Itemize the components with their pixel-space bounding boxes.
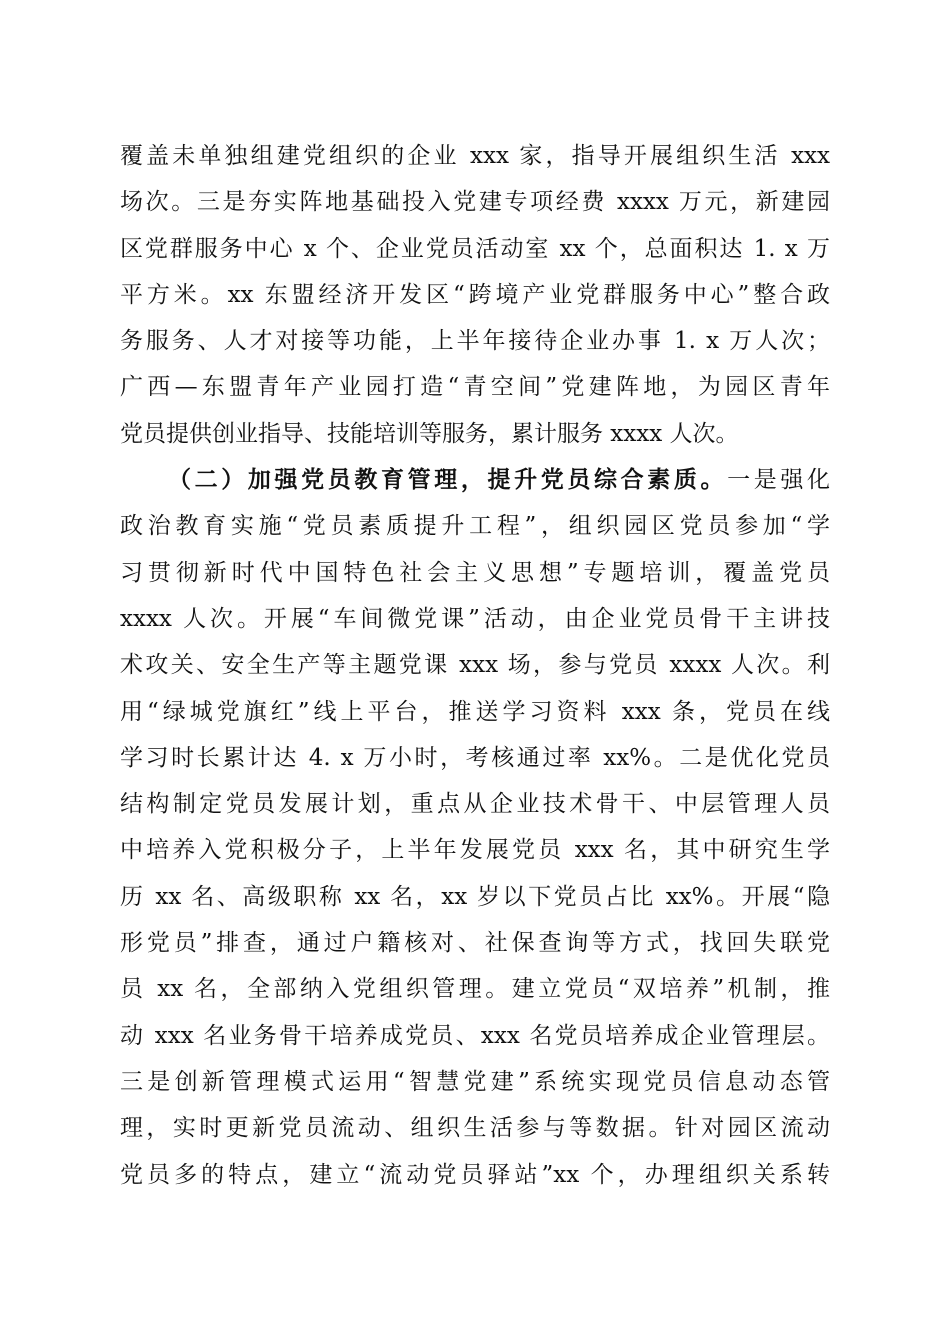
text-line: 历 xx 名、高级职称 xx 名，xx 岁以下党员占比 xx%。开展“隐 — [120, 883, 830, 910]
text-line: 动 xxx 名业务骨干培养成党员、xxx 名党员培养成企业管理层。 — [120, 1022, 830, 1049]
text-line: 覆盖未单独组建党组织的企业 xxx 家，指导开展组织生活 xxx — [120, 143, 830, 169]
body-text — [120, 133, 830, 1198]
text-line: 形党员”排查，通过户籍核对、社保查询等方式，找回失联党 — [120, 930, 830, 957]
text-line: 学习时长累计达 4. x 万小时，考核通过率 xx%。二是优化党员 — [120, 744, 830, 771]
paragraph-first-line — [120, 457, 830, 503]
text-line: 平方米。xx 东盟经济开发区“跨境产业党群服务中心”整合政 — [120, 281, 830, 308]
text-line: 理，实时更新党员流动、组织生活参与等数据。针对园区流动 — [120, 1115, 830, 1142]
text-line: 政治教育实施“党员素质提升工程”，组织园区党员参加“学 — [120, 513, 830, 540]
text-line: 结构制定党员发展计划，重点从企业技术骨干、中层管理人员 — [120, 791, 830, 818]
text-line: 务服务、人才对接等功能，上半年接待企业办事 1. x 万人次； — [120, 328, 830, 355]
text-line: 广西—东盟青年产业园打造“青空间”党建阵地，为园区青年 — [120, 374, 830, 401]
text-line: 习贯彻新时代中国特色社会主义思想”专题培训，覆盖党员 — [120, 559, 830, 586]
text-line: 中培养入党积极分子，上半年发展党员 xxx 名，其中研究生学 — [120, 837, 830, 864]
text-line: 术攻关、安全生产等主题党课 xxx 场，参与党员 xxxx 人次。利 — [120, 652, 830, 679]
text-line: 党员多的特点，建立“流动党员驿站”xx 个，办理组织关系转 — [120, 1161, 830, 1188]
text-line: 党员提供创业指导、技能培训等服务，累计服务 xxxx 人次。 — [120, 420, 739, 447]
text-line: 区党群服务中心 x 个、企业党员活动室 xx 个，总面积达 1. x 万 — [120, 235, 830, 262]
text-line: xxxx 人次。开展“车间微党课”活动，由企业党员骨干主讲技 — [120, 605, 830, 632]
text-run: 一是强化 — [727, 467, 830, 494]
text-line: 三是创新管理模式运用“智慧党建”系统实现党员信息动态管 — [120, 1068, 830, 1095]
text-line: 场次。三是夯实阵地基础投入党建专项经费 xxxx 万元，新建园 — [120, 189, 830, 216]
section-heading: （二）加强党员教育管理，提升党员综合素质。 — [168, 466, 728, 494]
text-line: 用“绿城党旗红”线上平台，推送学习资料 xxx 条，党员在线 — [120, 698, 830, 725]
text-line: 员 xx 名，全部纳入党组织管理。建立党员“双培养”机制，推 — [120, 976, 830, 1003]
